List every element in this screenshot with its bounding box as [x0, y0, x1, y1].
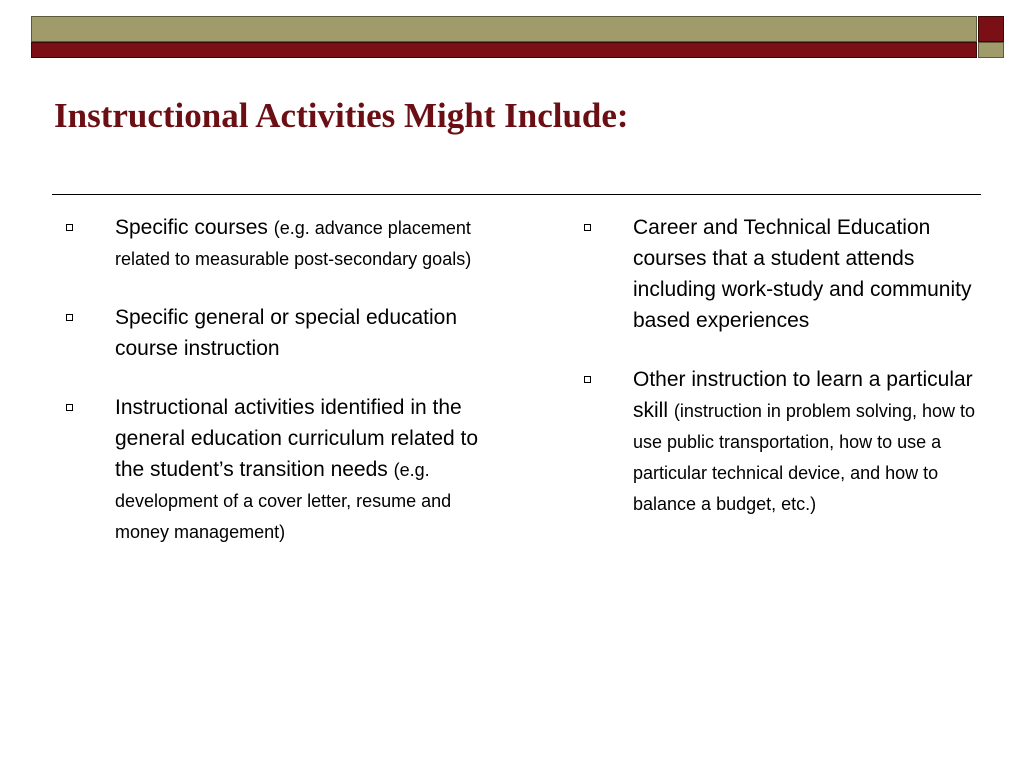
bullet-detail-text: (instruction in problem solving, how to use public transportation, how to use a particular technical device, and how to balance a budget, etc.): [633, 401, 975, 514]
bullet-item: [578, 212, 978, 336]
bullet-item: [60, 212, 480, 274]
bullet-main-text: Specific courses: [115, 216, 274, 239]
square-bullet-icon: [66, 404, 73, 411]
slide-title: Instructional Activities Might Include:: [54, 96, 629, 135]
header-square-olive: [978, 42, 1004, 58]
square-bullet-icon: [66, 314, 73, 321]
right-column: [578, 212, 978, 547]
left-column: [60, 212, 480, 575]
header-square-maroon: [978, 16, 1004, 42]
bullet-main-text: Specific general or special education course instruction: [115, 306, 458, 360]
header-bar-maroon: [31, 42, 977, 58]
bullet-detail-text: (e.g. advance placement related to measurable post-secondary goals): [115, 218, 472, 269]
bullet-main-text: Other instruction to learn a particular skill: [633, 368, 973, 422]
bullet-item: [60, 392, 480, 547]
square-bullet-icon: [66, 224, 73, 231]
bullet-main-text: Instructional activities identified in the general education curriculum related to the student’s transition needs: [115, 396, 479, 481]
bullet-item: [60, 302, 480, 364]
square-bullet-icon: [584, 376, 591, 383]
bullet-detail-text: (e.g. development of a cover letter, resume and money management): [115, 460, 452, 542]
bullet-main-text: Career and Technical Education courses that a student attends including work-study and community based experiences: [633, 216, 972, 332]
square-bullet-icon: [584, 224, 591, 231]
title-divider: [52, 194, 981, 195]
bullet-item: [578, 364, 978, 519]
header-bar-olive: [31, 16, 977, 42]
